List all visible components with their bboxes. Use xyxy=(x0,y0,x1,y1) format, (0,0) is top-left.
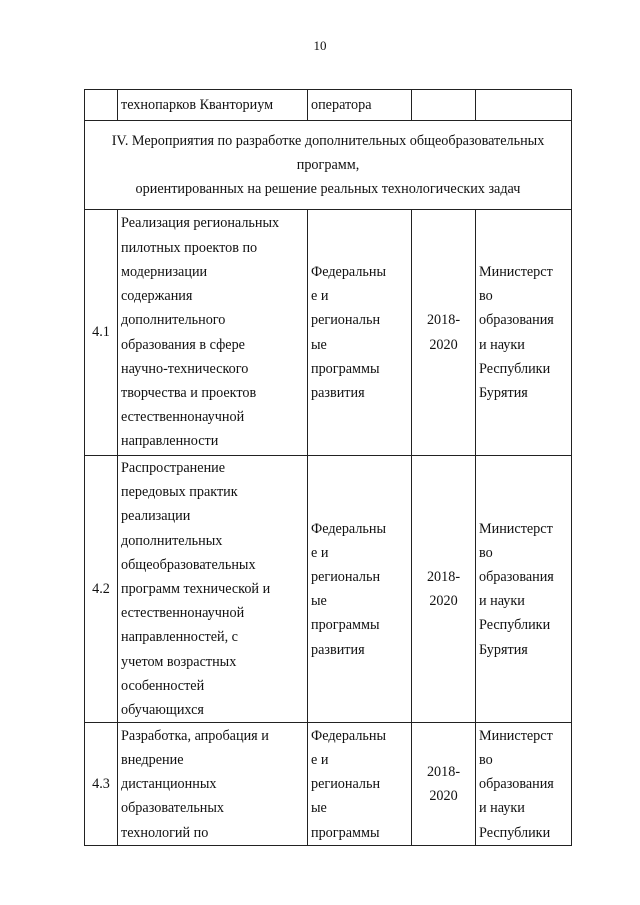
activity-text-line: внедрение xyxy=(121,751,184,768)
activity-text-line: обучающихся xyxy=(121,702,204,719)
responsible-cell xyxy=(476,90,572,121)
responsible-line: образования xyxy=(479,776,554,793)
activity-text-line: творчества и проектов xyxy=(121,384,257,401)
period-line: 2020 xyxy=(429,788,458,805)
responsible-cell xyxy=(476,723,572,846)
activity-text-line: особенностей xyxy=(121,677,205,694)
funding-source-line: региональн xyxy=(311,568,381,585)
activity-text-line: Разработка, апробация и xyxy=(121,727,269,744)
funding-source-line: Федеральны xyxy=(311,520,387,537)
funding-source-line: е и xyxy=(311,751,329,768)
activities-table xyxy=(84,89,572,846)
activity-text-line: общеобразовательных xyxy=(121,556,256,573)
responsible-cell xyxy=(476,456,572,723)
period-line: 2020 xyxy=(429,593,458,610)
activity-text-line: пилотных проектов по xyxy=(121,239,258,256)
responsible-line: и науки xyxy=(479,800,525,817)
activity-text-line: программ технической и xyxy=(121,581,271,598)
funding-source-cell xyxy=(308,90,412,121)
row-number-cell: 4.2 xyxy=(85,456,118,723)
funding-source-line: региональн xyxy=(311,776,381,793)
funding-source-line: Федеральны xyxy=(311,727,387,744)
responsible-line: во xyxy=(479,288,493,305)
activity-text-line: Реализация региональных xyxy=(121,215,280,232)
funding-source-line: развития xyxy=(311,641,365,658)
responsible-cell xyxy=(476,210,572,456)
activity-text-line: дополнительных xyxy=(121,532,223,549)
activity-text-line: дистанционных xyxy=(121,776,217,793)
responsible-line: Министерст xyxy=(479,727,553,744)
table-row xyxy=(85,723,572,846)
activity-text-line: направленности xyxy=(121,433,219,450)
funding-source-line: ые xyxy=(311,800,327,817)
period-line: 2018- xyxy=(426,312,461,329)
activity-text-line: содержания xyxy=(121,288,193,305)
section-heading xyxy=(85,121,572,210)
activity-text-line: Распространение xyxy=(121,460,226,476)
funding-source-line: развития xyxy=(311,384,365,401)
activity-text-line: образования в сфере xyxy=(121,336,245,353)
activity-text-line: научно-технического xyxy=(121,360,249,377)
activity-text-line: технологий по xyxy=(121,824,209,841)
period-line: 2020 xyxy=(429,336,458,353)
responsible-line: и науки xyxy=(479,593,525,610)
section-heading-line: IV. Мероприятия по разработке дополнительных общеобразовательных xyxy=(111,132,545,149)
period-line: 2018- xyxy=(426,568,461,585)
funding-source-cell xyxy=(308,723,412,846)
period-cell xyxy=(412,210,476,456)
responsible-line: и науки xyxy=(479,336,525,353)
section-row xyxy=(85,121,572,210)
responsible-line: Бурятия xyxy=(479,384,528,401)
funding-source-line: региональн xyxy=(311,312,381,329)
funding-source-line: ые xyxy=(311,336,327,353)
responsible-line: Министерст xyxy=(479,520,553,537)
funding-source-line: оператора xyxy=(311,96,372,113)
activity-text-line: модернизации xyxy=(121,263,208,280)
funding-source-line: Федеральны xyxy=(311,263,387,280)
responsible-line: Министерст xyxy=(479,263,553,280)
responsible-line: во xyxy=(479,544,493,561)
funding-source-line: е и xyxy=(311,544,329,561)
responsible-line: во xyxy=(479,751,493,768)
activity-text-line: учетом возрастных xyxy=(121,653,237,670)
activity-text-line: естественнонаучной xyxy=(121,605,245,622)
funding-source-line: ые xyxy=(311,593,327,610)
period-cell xyxy=(412,456,476,723)
period-line: 2018- xyxy=(426,764,461,781)
continuation-row xyxy=(85,90,572,121)
funding-source-line: программы xyxy=(311,824,380,841)
row-number-cell: 4.3 xyxy=(85,723,118,846)
activity-text-cell xyxy=(118,210,308,456)
activity-text-cell xyxy=(118,456,308,723)
section-heading-line: ориентированных на решение реальных технологических задач xyxy=(135,181,521,198)
activity-text-line: естественнонаучной xyxy=(121,409,245,426)
responsible-line: Республики xyxy=(479,360,551,377)
activity-text-line: технопарков Кванториум xyxy=(121,96,274,113)
activity-text-line: образовательных xyxy=(121,800,225,817)
row-number-cell xyxy=(85,90,118,121)
funding-source-line: программы xyxy=(311,617,380,634)
funding-source-cell xyxy=(308,210,412,456)
responsible-line: Республики xyxy=(479,617,551,634)
funding-source-cell xyxy=(308,456,412,723)
activity-text-line: направленностей, с xyxy=(121,629,238,646)
table-row xyxy=(85,456,572,723)
responsible-line: образования xyxy=(479,312,554,329)
activity-text-line: передовых практик xyxy=(121,484,238,501)
table-row xyxy=(85,210,572,456)
row-number-cell: 4.1 xyxy=(85,210,118,456)
responsible-line: образования xyxy=(479,568,554,585)
page-number: 10 xyxy=(313,38,327,53)
section-heading-line: программ, xyxy=(296,156,360,173)
period-cell xyxy=(412,90,476,121)
responsible-line: Бурятия xyxy=(479,641,528,658)
activity-text-cell xyxy=(118,723,308,846)
activity-text-cell xyxy=(118,90,308,121)
period-cell xyxy=(412,723,476,846)
activity-text-line: реализации xyxy=(121,508,191,525)
activity-text-line: дополнительного xyxy=(121,312,226,329)
funding-source-line: программы xyxy=(311,360,380,377)
funding-source-line: е и xyxy=(311,288,329,305)
responsible-line: Республики xyxy=(479,824,551,841)
